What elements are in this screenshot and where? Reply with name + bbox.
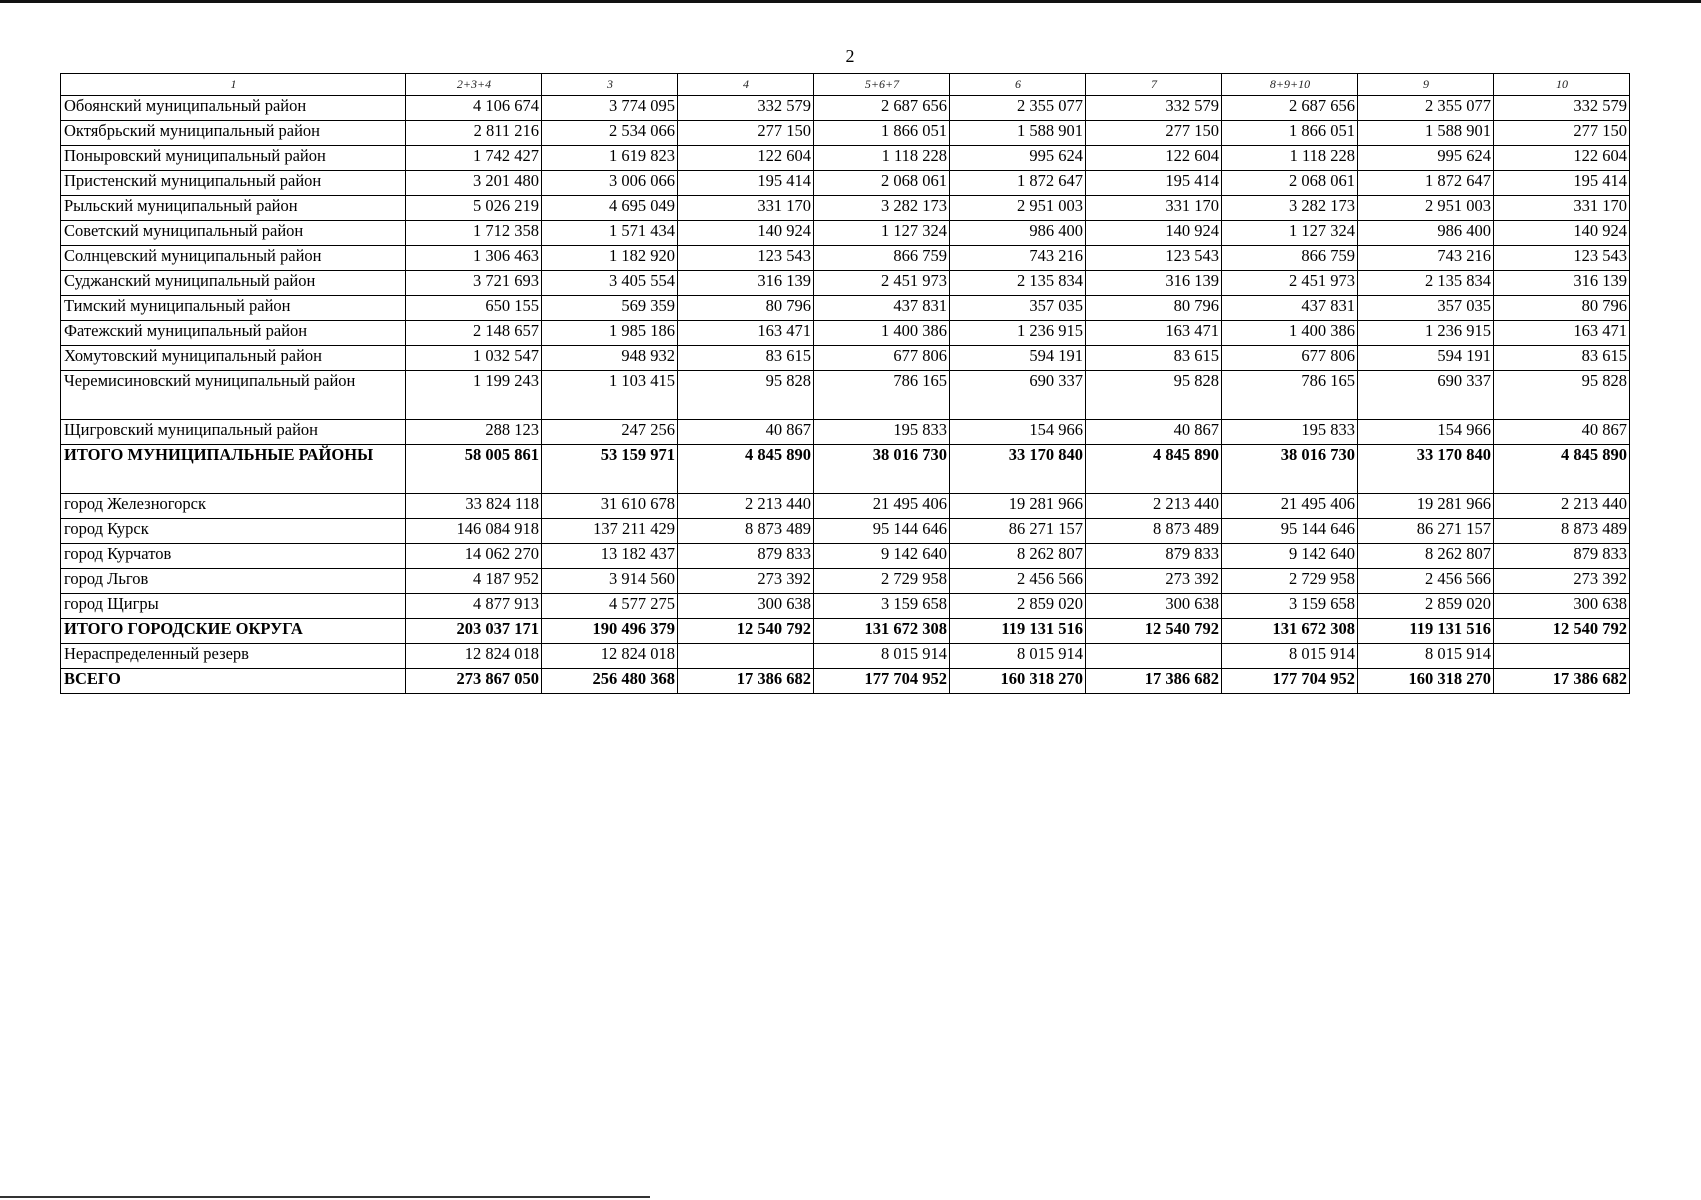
value-cell: 357 035 <box>1358 296 1494 321</box>
value-cell: 4 845 890 <box>1494 445 1630 494</box>
value-cell: 9 142 640 <box>814 544 950 569</box>
value-cell: 9 142 640 <box>1222 544 1358 569</box>
value-cell: 357 035 <box>950 296 1086 321</box>
row-name-cell: Пристенский муниципальный район <box>61 171 406 196</box>
row-name-cell: Обоянский муниципальный район <box>61 96 406 121</box>
value-cell: 677 806 <box>814 346 950 371</box>
value-cell: 1 306 463 <box>406 246 542 271</box>
value-cell: 95 144 646 <box>814 519 950 544</box>
value-cell: 8 262 807 <box>950 544 1086 569</box>
value-cell: 12 824 018 <box>542 644 678 669</box>
value-cell: 17 386 682 <box>1494 669 1630 694</box>
value-cell: 195 414 <box>678 171 814 196</box>
value-cell: 1 619 823 <box>542 146 678 171</box>
value-cell: 19 281 966 <box>950 494 1086 519</box>
value-cell: 4 577 275 <box>542 594 678 619</box>
value-cell: 332 579 <box>678 96 814 121</box>
column-number-header: 10 <box>1494 74 1630 96</box>
value-cell: 83 615 <box>1494 346 1630 371</box>
value-cell: 650 155 <box>406 296 542 321</box>
value-cell: 2 213 440 <box>1086 494 1222 519</box>
value-cell: 86 271 157 <box>950 519 1086 544</box>
value-cell: 95 828 <box>678 371 814 420</box>
value-cell <box>1494 644 1630 669</box>
value-cell: 4 845 890 <box>678 445 814 494</box>
value-cell: 160 318 270 <box>1358 669 1494 694</box>
value-cell: 1 127 324 <box>1222 221 1358 246</box>
value-cell: 83 615 <box>678 346 814 371</box>
value-cell: 83 615 <box>1086 346 1222 371</box>
value-cell <box>1086 644 1222 669</box>
value-cell: 3 006 066 <box>542 171 678 196</box>
value-cell: 4 695 049 <box>542 196 678 221</box>
value-cell: 256 480 368 <box>542 669 678 694</box>
value-cell: 2 135 834 <box>950 271 1086 296</box>
value-cell: 21 495 406 <box>814 494 950 519</box>
value-cell: 331 170 <box>1494 196 1630 221</box>
value-cell: 2 859 020 <box>1358 594 1494 619</box>
value-cell: 2 859 020 <box>950 594 1086 619</box>
column-number-header: 1 <box>61 74 406 96</box>
table-row <box>61 96 1630 121</box>
value-cell: 879 833 <box>1494 544 1630 569</box>
value-cell <box>678 644 814 669</box>
value-cell: 1 118 228 <box>1222 146 1358 171</box>
value-cell: 316 139 <box>678 271 814 296</box>
table-row <box>61 519 1630 544</box>
value-cell: 80 796 <box>678 296 814 321</box>
value-cell: 2 951 003 <box>950 196 1086 221</box>
top-scan-edge <box>0 0 1701 3</box>
table-row <box>61 321 1630 346</box>
bottom-scan-edge <box>0 1196 650 1198</box>
value-cell: 137 211 429 <box>542 519 678 544</box>
row-name-cell: город Льгов <box>61 569 406 594</box>
table-row <box>61 494 1630 519</box>
value-cell: 95 144 646 <box>1222 519 1358 544</box>
value-cell: 1 236 915 <box>950 321 1086 346</box>
column-number-header: 9 <box>1358 74 1494 96</box>
value-cell: 879 833 <box>678 544 814 569</box>
value-cell: 1 032 547 <box>406 346 542 371</box>
value-cell: 140 924 <box>1494 221 1630 246</box>
value-cell: 1 872 647 <box>950 171 1086 196</box>
row-name-cell: Черемисиновский муниципальный район <box>61 371 406 420</box>
value-cell: 2 456 566 <box>950 569 1086 594</box>
value-cell: 690 337 <box>950 371 1086 420</box>
value-cell: 273 392 <box>1494 569 1630 594</box>
table-row <box>61 544 1630 569</box>
row-name-cell: ВСЕГО <box>61 669 406 694</box>
value-cell: 437 831 <box>1222 296 1358 321</box>
row-name-cell: город Курск <box>61 519 406 544</box>
value-cell: 995 624 <box>950 146 1086 171</box>
value-cell: 3 282 173 <box>814 196 950 221</box>
table-row <box>61 420 1630 445</box>
value-cell: 3 774 095 <box>542 96 678 121</box>
row-name-cell: город Курчатов <box>61 544 406 569</box>
value-cell: 786 165 <box>1222 371 1358 420</box>
value-cell: 140 924 <box>678 221 814 246</box>
row-name-cell: Рыльский муниципальный район <box>61 196 406 221</box>
value-cell: 160 318 270 <box>950 669 1086 694</box>
column-number-row <box>61 74 1630 96</box>
value-cell: 80 796 <box>1086 296 1222 321</box>
value-cell: 2 729 958 <box>1222 569 1358 594</box>
value-cell: 38 016 730 <box>1222 445 1358 494</box>
value-cell: 879 833 <box>1086 544 1222 569</box>
value-cell: 2 213 440 <box>678 494 814 519</box>
value-cell: 3 159 658 <box>814 594 950 619</box>
column-number-header: 4 <box>678 74 814 96</box>
value-cell: 8 262 807 <box>1358 544 1494 569</box>
table-row <box>61 569 1630 594</box>
value-cell: 2 687 656 <box>1222 96 1358 121</box>
column-number-header: 5+6+7 <box>814 74 950 96</box>
column-number-header: 3 <box>542 74 678 96</box>
value-cell: 1 712 358 <box>406 221 542 246</box>
value-cell: 8 015 914 <box>1222 644 1358 669</box>
value-cell: 3 159 658 <box>1222 594 1358 619</box>
value-cell: 277 150 <box>1494 121 1630 146</box>
value-cell: 1 571 434 <box>542 221 678 246</box>
value-cell: 2 729 958 <box>814 569 950 594</box>
value-cell: 300 638 <box>678 594 814 619</box>
value-cell: 332 579 <box>1086 96 1222 121</box>
row-name-cell: город Железногорск <box>61 494 406 519</box>
value-cell: 21 495 406 <box>1222 494 1358 519</box>
value-cell: 273 392 <box>1086 569 1222 594</box>
value-cell: 331 170 <box>1086 196 1222 221</box>
table-row <box>61 594 1630 619</box>
value-cell: 2 456 566 <box>1358 569 1494 594</box>
column-number-header: 8+9+10 <box>1222 74 1358 96</box>
value-cell: 17 386 682 <box>678 669 814 694</box>
value-cell: 2 068 061 <box>1222 171 1358 196</box>
value-cell: 2 213 440 <box>1494 494 1630 519</box>
value-cell: 316 139 <box>1494 271 1630 296</box>
value-cell: 33 170 840 <box>1358 445 1494 494</box>
value-cell: 203 037 171 <box>406 619 542 644</box>
table-row <box>61 246 1630 271</box>
row-name-cell: ИТОГО МУНИЦИПАЛЬНЫЕ РАЙОНЫ <box>61 445 406 494</box>
row-name-cell: ИТОГО ГОРОДСКИЕ ОКРУГА <box>61 619 406 644</box>
value-cell: 12 540 792 <box>1086 619 1222 644</box>
value-cell: 2 068 061 <box>814 171 950 196</box>
table-row <box>61 445 1630 494</box>
value-cell: 2 811 216 <box>406 121 542 146</box>
value-cell: 119 131 516 <box>1358 619 1494 644</box>
budget-table <box>60 73 1630 694</box>
value-cell: 177 704 952 <box>1222 669 1358 694</box>
value-cell: 2 451 973 <box>814 271 950 296</box>
value-cell: 122 604 <box>1086 146 1222 171</box>
value-cell: 277 150 <box>678 121 814 146</box>
value-cell: 53 159 971 <box>542 445 678 494</box>
value-cell: 190 496 379 <box>542 619 678 644</box>
value-cell: 95 828 <box>1086 371 1222 420</box>
value-cell: 1 866 051 <box>1222 121 1358 146</box>
table-body <box>61 96 1630 694</box>
row-name-cell: Октябрьский муниципальный район <box>61 121 406 146</box>
value-cell: 743 216 <box>1358 246 1494 271</box>
value-cell: 2 355 077 <box>1358 96 1494 121</box>
row-name-cell: Щигровский муниципальный район <box>61 420 406 445</box>
value-cell: 38 016 730 <box>814 445 950 494</box>
value-cell: 1 588 901 <box>1358 121 1494 146</box>
value-cell: 1 199 243 <box>406 371 542 420</box>
value-cell: 1 742 427 <box>406 146 542 171</box>
value-cell: 3 914 560 <box>542 569 678 594</box>
value-cell: 1 588 901 <box>950 121 1086 146</box>
value-cell: 332 579 <box>1494 96 1630 121</box>
value-cell: 31 610 678 <box>542 494 678 519</box>
value-cell: 786 165 <box>814 371 950 420</box>
value-cell: 58 005 861 <box>406 445 542 494</box>
value-cell: 1 118 228 <box>814 146 950 171</box>
value-cell: 594 191 <box>950 346 1086 371</box>
value-cell: 13 182 437 <box>542 544 678 569</box>
column-number-header: 2+3+4 <box>406 74 542 96</box>
value-cell: 1 400 386 <box>814 321 950 346</box>
value-cell: 12 540 792 <box>678 619 814 644</box>
value-cell: 1 866 051 <box>814 121 950 146</box>
value-cell: 2 534 066 <box>542 121 678 146</box>
value-cell: 866 759 <box>814 246 950 271</box>
value-cell: 195 833 <box>814 420 950 445</box>
value-cell: 3 201 480 <box>406 171 542 196</box>
table-row <box>61 146 1630 171</box>
value-cell: 33 170 840 <box>950 445 1086 494</box>
value-cell: 273 867 050 <box>406 669 542 694</box>
value-cell: 80 796 <box>1494 296 1630 321</box>
value-cell: 8 873 489 <box>1494 519 1630 544</box>
value-cell: 123 543 <box>1494 246 1630 271</box>
value-cell: 19 281 966 <box>1358 494 1494 519</box>
value-cell: 288 123 <box>406 420 542 445</box>
value-cell: 1 236 915 <box>1358 321 1494 346</box>
row-name-cell: город Щигры <box>61 594 406 619</box>
row-name-cell: Тимский муниципальный район <box>61 296 406 321</box>
row-name-cell: Суджанский муниципальный район <box>61 271 406 296</box>
value-cell: 40 867 <box>1086 420 1222 445</box>
value-cell: 95 828 <box>1494 371 1630 420</box>
table-row <box>61 121 1630 146</box>
table-row <box>61 619 1630 644</box>
value-cell: 4 845 890 <box>1086 445 1222 494</box>
value-cell: 986 400 <box>1358 221 1494 246</box>
value-cell: 2 135 834 <box>1358 271 1494 296</box>
value-cell: 119 131 516 <box>950 619 1086 644</box>
row-name-cell: Солнцевский муниципальный район <box>61 246 406 271</box>
page-number: 2 <box>845 46 855 66</box>
value-cell: 8 873 489 <box>678 519 814 544</box>
value-cell: 247 256 <box>542 420 678 445</box>
value-cell: 8 015 914 <box>950 644 1086 669</box>
value-cell: 122 604 <box>1494 146 1630 171</box>
row-name-cell: Советский муниципальный район <box>61 221 406 246</box>
value-cell: 677 806 <box>1222 346 1358 371</box>
value-cell: 1 400 386 <box>1222 321 1358 346</box>
value-cell: 4 187 952 <box>406 569 542 594</box>
value-cell: 866 759 <box>1222 246 1358 271</box>
value-cell: 3 405 554 <box>542 271 678 296</box>
row-name-cell: Поныровский муниципальный район <box>61 146 406 171</box>
column-number-header: 6 <box>950 74 1086 96</box>
table-row <box>61 644 1630 669</box>
column-number-header: 7 <box>1086 74 1222 96</box>
table-row <box>61 171 1630 196</box>
value-cell: 131 672 308 <box>1222 619 1358 644</box>
value-cell: 140 924 <box>1086 221 1222 246</box>
row-name-cell: Нераспределенный резерв <box>61 644 406 669</box>
value-cell: 14 062 270 <box>406 544 542 569</box>
value-cell: 33 824 118 <box>406 494 542 519</box>
table-row <box>61 669 1630 694</box>
row-name-cell: Фатежский муниципальный район <box>61 321 406 346</box>
value-cell: 154 966 <box>1358 420 1494 445</box>
value-cell: 569 359 <box>542 296 678 321</box>
value-cell: 2 451 973 <box>1222 271 1358 296</box>
value-cell: 1 182 920 <box>542 246 678 271</box>
value-cell: 40 867 <box>1494 420 1630 445</box>
value-cell: 163 471 <box>1086 321 1222 346</box>
value-cell: 8 015 914 <box>1358 644 1494 669</box>
value-cell: 437 831 <box>814 296 950 321</box>
value-cell: 195 414 <box>1086 171 1222 196</box>
value-cell: 5 026 219 <box>406 196 542 221</box>
value-cell: 195 833 <box>1222 420 1358 445</box>
value-cell: 17 386 682 <box>1086 669 1222 694</box>
value-cell: 300 638 <box>1086 594 1222 619</box>
value-cell: 1 103 415 <box>542 371 678 420</box>
value-cell: 316 139 <box>1086 271 1222 296</box>
value-cell: 995 624 <box>1358 146 1494 171</box>
value-cell: 12 540 792 <box>1494 619 1630 644</box>
value-cell: 8 015 914 <box>814 644 950 669</box>
value-cell: 331 170 <box>678 196 814 221</box>
table-row <box>61 296 1630 321</box>
value-cell: 131 672 308 <box>814 619 950 644</box>
value-cell: 3 282 173 <box>1222 196 1358 221</box>
value-cell: 86 271 157 <box>1358 519 1494 544</box>
value-cell: 3 721 693 <box>406 271 542 296</box>
value-cell: 12 824 018 <box>406 644 542 669</box>
value-cell: 2 687 656 <box>814 96 950 121</box>
value-cell: 1 985 186 <box>542 321 678 346</box>
value-cell: 690 337 <box>1358 371 1494 420</box>
table-row <box>61 346 1630 371</box>
value-cell: 594 191 <box>1358 346 1494 371</box>
value-cell: 2 951 003 <box>1358 196 1494 221</box>
value-cell: 195 414 <box>1494 171 1630 196</box>
value-cell: 163 471 <box>678 321 814 346</box>
value-cell: 2 355 077 <box>950 96 1086 121</box>
value-cell: 8 873 489 <box>1086 519 1222 544</box>
value-cell: 743 216 <box>950 246 1086 271</box>
value-cell: 4 106 674 <box>406 96 542 121</box>
value-cell: 300 638 <box>1494 594 1630 619</box>
value-cell: 154 966 <box>950 420 1086 445</box>
value-cell: 948 932 <box>542 346 678 371</box>
table-row <box>61 196 1630 221</box>
value-cell: 122 604 <box>678 146 814 171</box>
value-cell: 146 084 918 <box>406 519 542 544</box>
value-cell: 177 704 952 <box>814 669 950 694</box>
row-name-cell: Хомутовский муниципальный район <box>61 346 406 371</box>
value-cell: 40 867 <box>678 420 814 445</box>
value-cell: 123 543 <box>1086 246 1222 271</box>
value-cell: 273 392 <box>678 569 814 594</box>
table-row <box>61 371 1630 420</box>
value-cell: 4 877 913 <box>406 594 542 619</box>
value-cell: 123 543 <box>678 246 814 271</box>
table-row <box>61 271 1630 296</box>
value-cell: 277 150 <box>1086 121 1222 146</box>
value-cell: 1 872 647 <box>1358 171 1494 196</box>
value-cell: 163 471 <box>1494 321 1630 346</box>
table-row <box>61 221 1630 246</box>
value-cell: 1 127 324 <box>814 221 950 246</box>
value-cell: 986 400 <box>950 221 1086 246</box>
value-cell: 2 148 657 <box>406 321 542 346</box>
